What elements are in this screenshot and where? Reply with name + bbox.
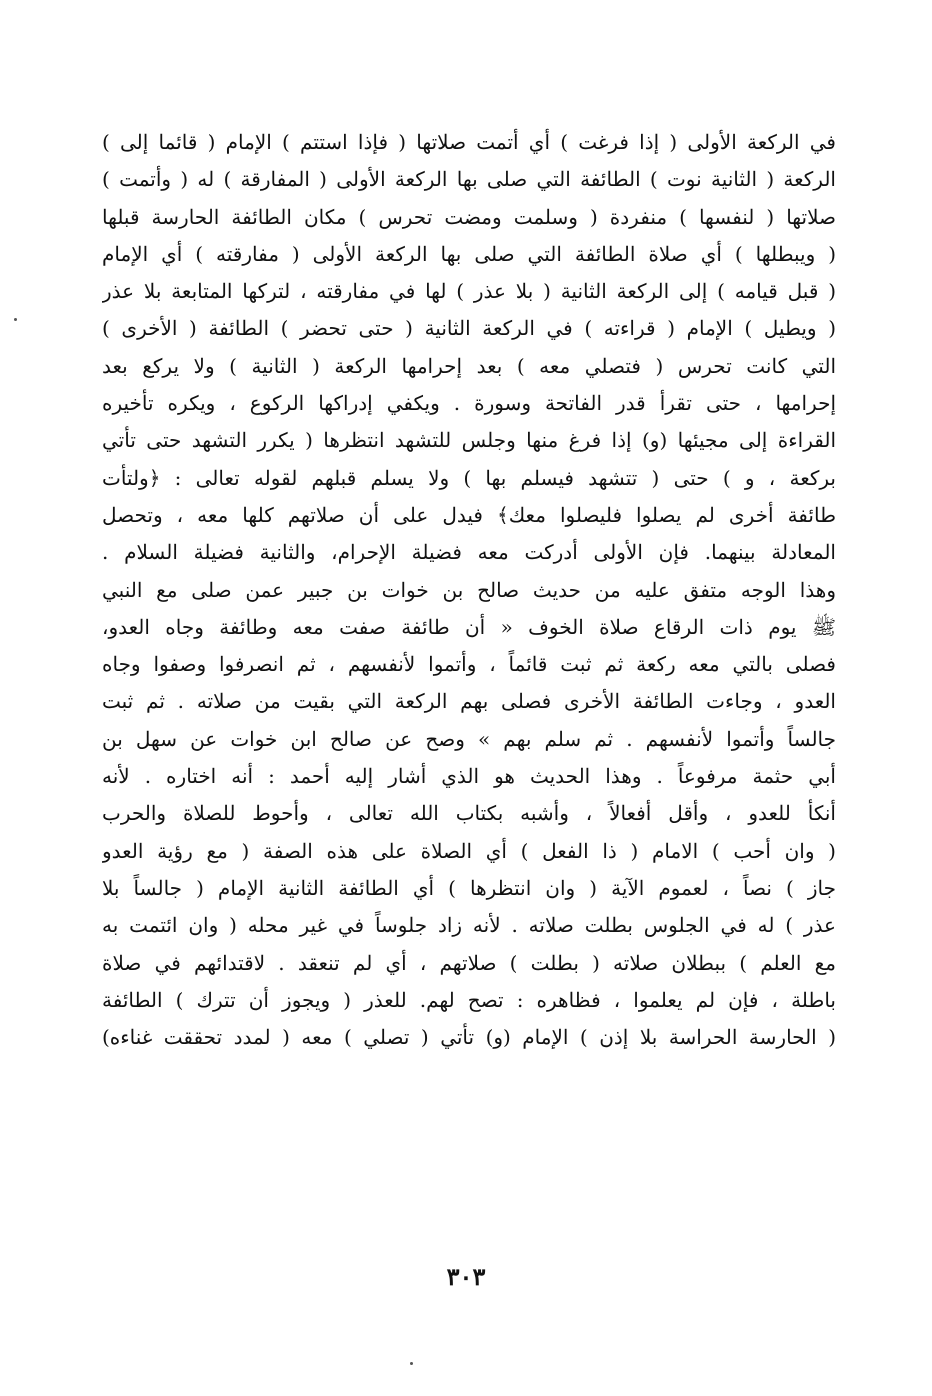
text-line: إحرامها ، حتى تقرأ قدر الفاتحة وسورة . ويكفي إدراكها الركوع ، ويكره تأخيره <box>102 391 836 416</box>
text-line: في الركعة الأولى ( إذا فرغت ) أي أتمت صلاتها ( فإذا استتم ) الإمام ( قائما إلى ) <box>102 130 836 154</box>
scan-speck <box>14 318 17 321</box>
text-line: أنكأ للعدو ، وأقل أفعالاً ، وأشبه بكتاب الله تعالى ، وأحوط للصلاة والحرب <box>102 801 836 826</box>
text-line: جاز ) نصاً ، لعموم الآية ( وان انتظرها ) أي الطائفة الثانية الإمام ( جالساً بلا <box>102 875 836 900</box>
text-line: ( الحارسة الحراسة بلا إذن ) الإمام (و) تأتي ( تصلي ) معه ( لمدد تحققت غناءه) <box>102 1025 836 1050</box>
text-line: ( وان أحب ) الامام ( ذا الفعل ) أي الصلاة على هذه الصفة ( مع رؤية العدو <box>102 838 836 863</box>
text-line: القراءة إلى مجيئها (و) إذا فرغ منها وجلس للتشهد انتظرها ( يكرر التشهد حتى تأتي <box>102 428 836 453</box>
text-line: فصلى بالتي معه ركعة ثم ثبت قائماً ، وأتموا لأنفسهم ، ثم انصرفوا وصفوا وجاه <box>102 652 836 677</box>
text-line: التي كانت تحرس ( فتصلي معه ) بعد إحرامها الركعة ( الثانية ) ولا يركع بعد <box>102 353 836 378</box>
text-line: باطلة ، فإن لم يعلموا ، فظاهره : تصح لهم. للعذر ( ويجوز أن تترك ) الطائفة <box>102 987 836 1012</box>
text-line: العدو ، وجاءت الطائفة الأخرى فصلى بهم الركعة التي بقيت من صلاته . ثم ثبت <box>102 689 836 714</box>
text-line: ﷺ يوم ذات الرقاع صلاة الخوف « أن طائفة صفت معه وطائفة وجاه العدو، <box>102 614 836 639</box>
text-line: صلاتها ( لنفسها ) منفردة ( وسلمت ومضت تحرس ) مكان الطائفة الحارسة قبلها <box>102 204 836 229</box>
text-line: بركعة ، و ) حتى ( تتشهد فيسلم بها ) ولا يسلم قبلهم لقوله تعالى : ﴿ولتأت <box>102 465 836 490</box>
text-line: عذر ) له في الجلوس بطلت صلاته . لأنه زاد جلوساً في غير محله ( وان ائتمت به <box>102 913 836 938</box>
text-line: المعادلة بينهما. فإن الأولى أدركت معه فضيلة الإحرام، والثانية فضيلة السلام . <box>102 540 836 565</box>
text-line: وهذا الوجه متفق عليه من حديث صالح بن خوات بن جبير عمن صلى مع النبي <box>102 577 836 602</box>
text-line: أبي حثمة مرفوعاً . وهذا الحديث هو الذي أشار إليه أحمد : أنه اختاره . لأنه <box>102 764 836 789</box>
text-line: ( ويبطلها ) أي صلاة الطائفة التي صلى بها الركعة الأولى ( مفارقته ) أي الإمام <box>102 241 836 266</box>
text-line: طائفة أخرى لم يصلوا فليصلوا معك﴾ فيدل على أن صلاتهم كلها معه ، وتحصل <box>102 502 836 527</box>
text-line: ( قبل قيامه ) إلى الركعة الثانية ( بلا عذر ) لها في مفارقته ، لتركها المتابعة بلا عذر <box>102 279 836 304</box>
text-line: جالساً وأتموا لأنفسهم . ثم سلم بهم » وصح عن صالح ابن خوات عن سهل بن <box>102 726 836 751</box>
page-number: ٣٠٣ <box>446 1262 486 1291</box>
body-text <box>102 124 836 1056</box>
text-line: ( ويطيل ) الإمام ( قراءته ) في الركعة الثانية ( حتى تحضر ) الطائفة ( الأخرى ) <box>102 316 836 341</box>
text-line: الركعة ( الثانية نوت ) الطائفة التي صلى بها الركعة الأولى ( المفارقة ) له ( وأتمت ) <box>102 167 836 192</box>
scan-speck <box>410 1362 413 1365</box>
text-line: مع العلم ) ببطلان صلاته ( بطلت ) صلاتهم ، أي لم تنعقد . لاقتدائهم في صلاة <box>102 950 836 975</box>
